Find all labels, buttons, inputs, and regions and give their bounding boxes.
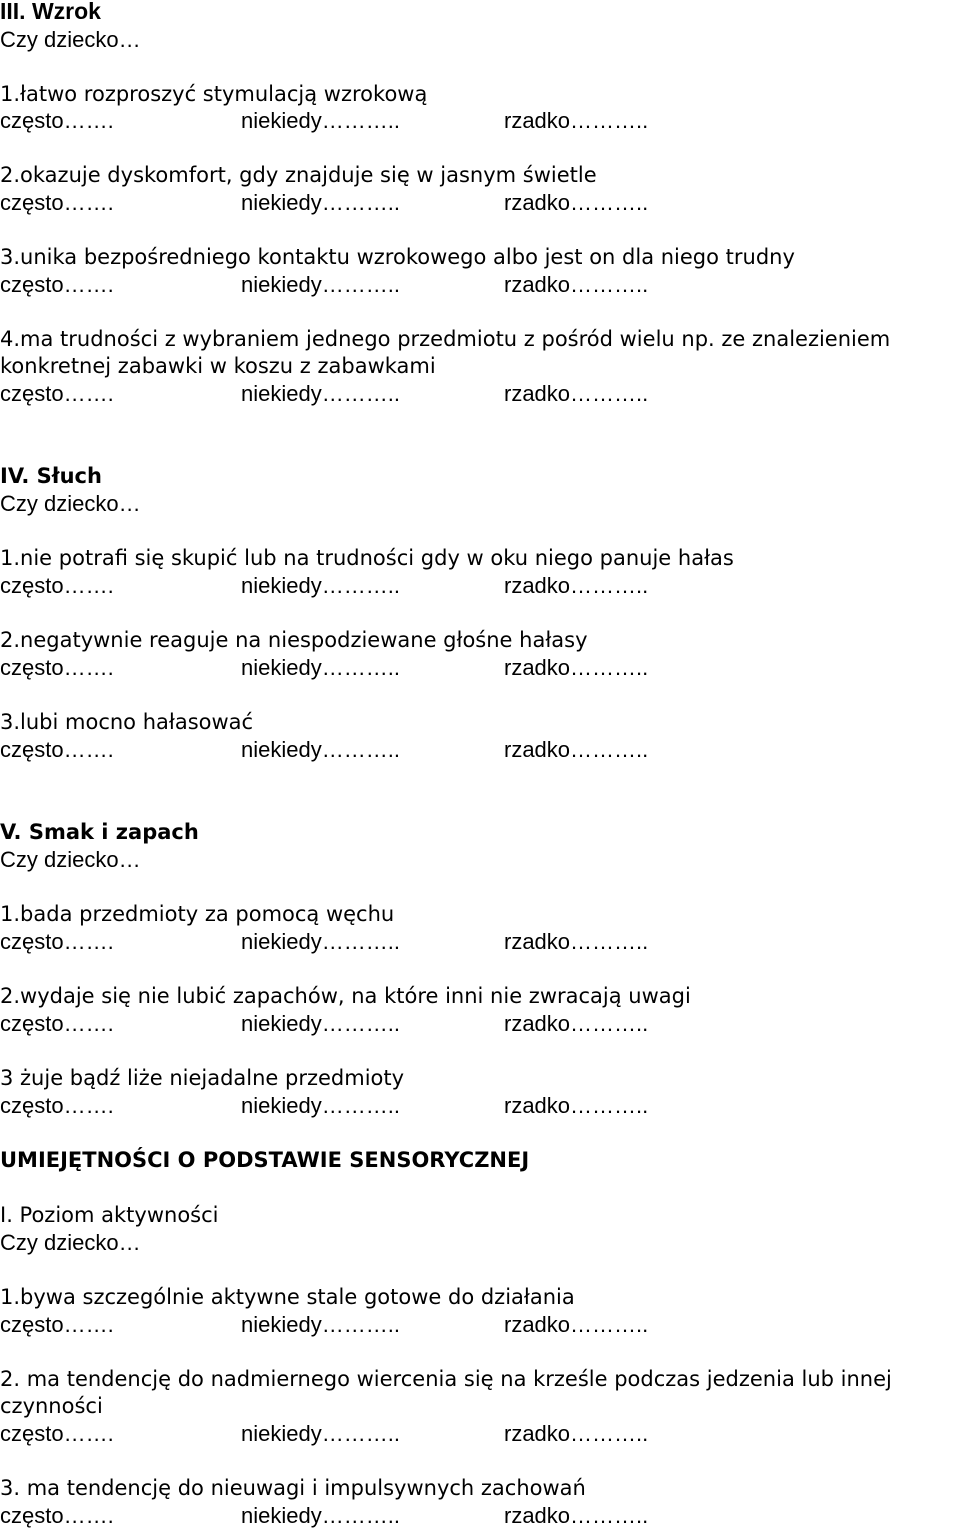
answer-rarely[interactable]: rzadko………..: [504, 108, 649, 133]
answer-often[interactable]: często…….: [0, 272, 114, 297]
question-taste-smell-3: 3 żuje bądź liże niejadalne przedmioty: [0, 1066, 405, 1090]
section-prompt: Czy dziecko…: [0, 27, 141, 52]
question-hearing-3: 3.lubi mocno hałasować: [0, 710, 254, 734]
answer-row: [0, 1420, 960, 1448]
answer-rarely[interactable]: rzadko………..: [504, 655, 649, 680]
answer-row: [0, 736, 960, 764]
answer-rarely[interactable]: rzadko………..: [504, 1421, 649, 1446]
answer-row: [0, 654, 960, 682]
answer-sometimes[interactable]: niekiedy………..: [241, 1421, 400, 1446]
answer-often[interactable]: często…….: [0, 1421, 114, 1446]
answer-rarely[interactable]: rzadko………..: [504, 737, 649, 762]
subsection-title-activity: I. Poziom aktywności: [0, 1203, 219, 1227]
answer-often[interactable]: często…….: [0, 655, 114, 680]
section-title-taste-smell: V. Smak i zapach: [0, 820, 199, 844]
answer-often[interactable]: często…….: [0, 1312, 114, 1337]
answer-sometimes[interactable]: niekiedy………..: [241, 1011, 400, 1036]
answer-sometimes[interactable]: niekiedy………..: [241, 1503, 400, 1528]
section-prompt: Czy dziecko…: [0, 491, 141, 516]
answer-often[interactable]: często…….: [0, 929, 114, 954]
answer-sometimes[interactable]: niekiedy………..: [241, 1093, 400, 1118]
answer-sometimes[interactable]: niekiedy………..: [241, 573, 400, 598]
question-hearing-1: 1.nie potrafi się skupić lub na trudności gdy w oku niego panuje hałas: [0, 546, 734, 570]
question-vision-1: 1.łatwo rozproszyć stymulacją wzrokową: [0, 82, 428, 106]
answer-rarely[interactable]: rzadko………..: [504, 190, 649, 215]
answer-row: [0, 572, 960, 600]
question-skills-1: 1.bywa szczególnie aktywne stale gotowe do działania: [0, 1285, 575, 1309]
question-vision-4-continued: konkretnej zabawki w koszu z zabawkami: [0, 354, 436, 378]
answer-rarely[interactable]: rzadko………..: [504, 929, 649, 954]
answer-often[interactable]: często…….: [0, 737, 114, 762]
answer-sometimes[interactable]: niekiedy………..: [241, 929, 400, 954]
answer-sometimes[interactable]: niekiedy………..: [241, 655, 400, 680]
answer-row: [0, 271, 960, 299]
answer-sometimes[interactable]: niekiedy………..: [241, 1312, 400, 1337]
answer-often[interactable]: często…….: [0, 1011, 114, 1036]
answer-rarely[interactable]: rzadko………..: [504, 381, 649, 406]
question-vision-2: 2.okazuje dyskomfort, gdy znajduje się w jasnym świetle: [0, 163, 597, 187]
section-prompt: Czy dziecko…: [0, 847, 141, 872]
answer-row: [0, 1010, 960, 1038]
answer-rarely[interactable]: rzadko………..: [504, 1011, 649, 1036]
answer-often[interactable]: często…….: [0, 1503, 114, 1528]
answer-row: [0, 107, 960, 135]
answer-rarely[interactable]: rzadko………..: [504, 272, 649, 297]
answer-row: [0, 928, 960, 956]
answer-row: [0, 189, 960, 217]
answer-row: [0, 1502, 960, 1530]
answer-sometimes[interactable]: niekiedy………..: [241, 190, 400, 215]
answer-often[interactable]: często…….: [0, 573, 114, 598]
answer-row: [0, 1092, 960, 1120]
answer-sometimes[interactable]: niekiedy………..: [241, 737, 400, 762]
answer-sometimes[interactable]: niekiedy………..: [241, 272, 400, 297]
question-skills-2: 2. ma tendencję do nadmiernego wiercenia się na krześle podczas jedzenia lub innej: [0, 1367, 892, 1391]
answer-often[interactable]: często…….: [0, 190, 114, 215]
answer-rarely[interactable]: rzadko………..: [504, 1312, 649, 1337]
question-hearing-2: 2.negatywnie reaguje na niespodziewane głośne hałasy: [0, 628, 588, 652]
section-title-skills: UMIEJĘTNOŚCI O PODSTAWIE SENSORYCZNEJ: [0, 1148, 530, 1172]
answer-sometimes[interactable]: niekiedy………..: [241, 381, 400, 406]
answer-often[interactable]: często…….: [0, 108, 114, 133]
section-title-hearing: IV. Słuch: [0, 464, 102, 488]
question-skills-3: 3. ma tendencję do nieuwagi i impulsywnych zachowań: [0, 1476, 586, 1500]
section-title-vision: III. Wzrok: [0, 0, 101, 24]
question-taste-smell-2: 2.wydaje się nie lubić zapachów, na które inni nie zwracają uwagi: [0, 984, 691, 1008]
question-skills-2-continued: czynności: [0, 1394, 103, 1418]
answer-often[interactable]: często…….: [0, 1093, 114, 1118]
answer-rarely[interactable]: rzadko………..: [504, 1093, 649, 1118]
section-prompt: Czy dziecko…: [0, 1230, 141, 1255]
answer-sometimes[interactable]: niekiedy………..: [241, 108, 400, 133]
answer-row: [0, 1311, 960, 1339]
answer-row: [0, 380, 960, 408]
question-taste-smell-1: 1.bada przedmioty za pomocą węchu: [0, 902, 395, 926]
question-vision-4: 4.ma trudności z wybraniem jednego przedmiotu z pośród wielu np. ze znalezieniem: [0, 327, 891, 351]
answer-often[interactable]: często…….: [0, 381, 114, 406]
answer-rarely[interactable]: rzadko………..: [504, 1503, 649, 1528]
answer-rarely[interactable]: rzadko………..: [504, 573, 649, 598]
question-vision-3: 3.unika bezpośredniego kontaktu wzrokowego albo jest on dla niego trudny: [0, 245, 795, 269]
